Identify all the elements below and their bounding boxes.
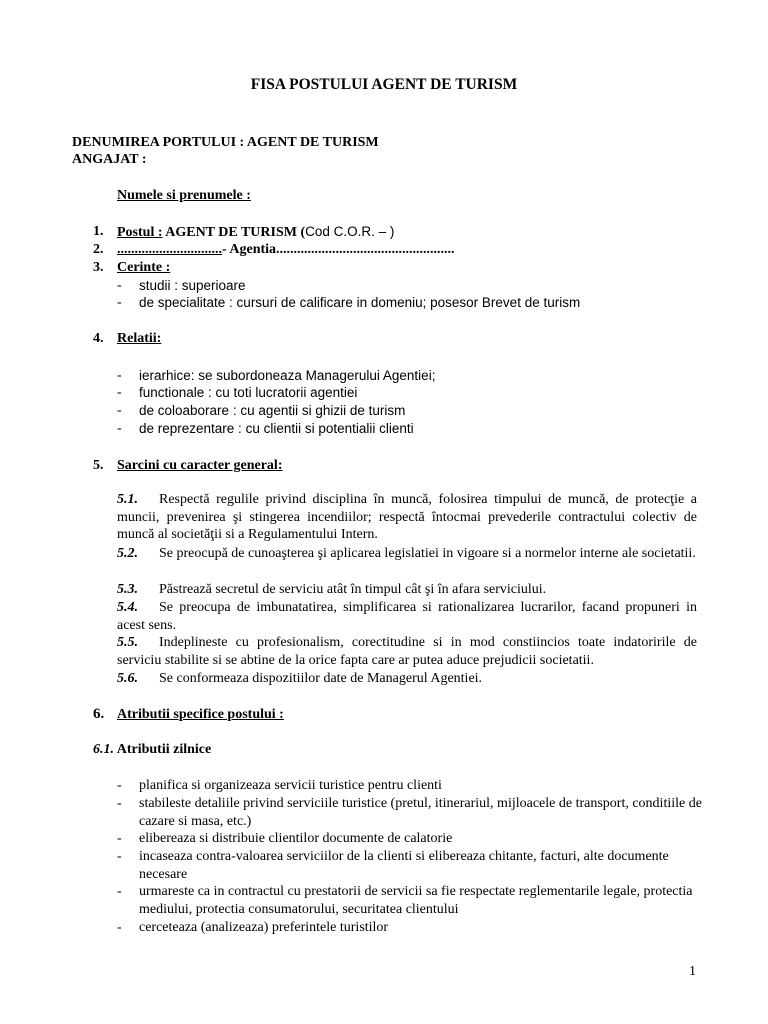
task-number: 5.5. — [117, 635, 138, 650]
list-item: stabileste detaliile privind serviciile turistice (pretul, itinerariul, mijloacele de transport, conditiile de cazare si masa, etc.) — [139, 796, 702, 829]
task-paragraph — [117, 491, 697, 544]
list-item: studii : superioare — [139, 278, 246, 293]
task-paragraph — [117, 599, 697, 634]
list-item: urmareste ca in contractul cu prestatorii de servicii sa fie respectate reglementarile legale, protectia mediului, protectia consumatorului, securitatea clientului — [139, 884, 693, 917]
item-number: 3. — [93, 260, 104, 275]
task-paragraph — [117, 545, 697, 563]
list-bullet: - — [117, 831, 122, 846]
item-number: 5. — [93, 458, 104, 473]
list-bullet: - — [117, 796, 122, 811]
agency-line — [117, 241, 455, 259]
list-bullet: - — [117, 368, 122, 383]
requirements-heading: Cerinte : — [117, 260, 171, 275]
relations-heading: Relatii: — [117, 331, 162, 346]
list-item: ierarhice: se subordoneaza Managerului Agentiei; — [139, 368, 436, 383]
task-number: 5.1. — [117, 492, 138, 507]
list-bullet: - — [117, 403, 122, 418]
task-number: 5.4. — [117, 600, 138, 615]
list-item: de specialitate : cursuri de calificare in domeniu; posesor Brevet de turism — [139, 295, 581, 310]
list-item: incaseaza contra-valoarea serviciilor de la clienti si elibereaza chitante, facturi, alte documente necesare — [139, 849, 669, 882]
list-bullet: - — [117, 920, 122, 935]
item-number: 4. — [93, 331, 104, 346]
task-number: 5.3. — [117, 582, 138, 597]
list-item: planifica si organizeaza servicii turistice pentru clienti — [139, 778, 442, 793]
task-paragraph — [117, 581, 697, 599]
page-title: FISA POSTULUI AGENT DE TURISM — [250, 76, 518, 93]
agency-field: - Agentia................................................... — [222, 242, 455, 257]
list-bullet: - — [117, 849, 122, 864]
task-text: Respectă regulile privind disciplina în muncă, folosirea timpului de muncă, de protecţie a muncii, prevenirea şi stingerea incendiilor; respectă întocmai prevederile contractului colectiv de muncă al societăţii si a Regulamentului Intern. — [117, 492, 697, 542]
task-paragraph — [117, 634, 697, 669]
task-text: Indeplineste cu profesionalism, corectitudine si in mod constiincios toate indatoririle de serviciu stabilite si se abtine de la orice fapta care ar putea aduce prejudicii societatii. — [117, 635, 697, 668]
section-number: 6. — [93, 706, 105, 722]
position-line — [117, 223, 394, 242]
list-item: de coloaborare : cu agentii si ghizii de turism — [139, 403, 406, 418]
position-value: AGENT DE TURISM ( — [162, 225, 306, 240]
list-bullet: - — [117, 778, 122, 793]
page-number: 1 — [689, 964, 696, 979]
name-field-label: Numele si prenumele : — [117, 188, 251, 203]
cor-code: Cod C.O.R. – ) — [305, 224, 395, 239]
task-number: 5.2. — [117, 546, 138, 561]
list-item: elibereaza si distribuie clientilor documente de calatorie — [139, 831, 453, 846]
item-number: 2. — [93, 242, 104, 257]
position-label: Postul : — [117, 225, 163, 240]
task-text: Se conformeaza dispozitiilor date de Managerul Agentiei. — [159, 671, 483, 686]
dots-field: .............................. — [117, 242, 222, 257]
job-name-line: DENUMIREA PORTULUI : AGENT DE TURISM — [72, 135, 379, 150]
list-bullet: - — [117, 295, 122, 310]
subsection-title: Atributii zilnice — [114, 742, 212, 757]
list-bullet: - — [117, 385, 122, 400]
list-bullet: - — [117, 421, 122, 436]
task-text: Se preocupa de imbunatatirea, simplificarea si rationalizarea lucrarilor, facand propuneri in acest sens. — [117, 600, 697, 633]
task-paragraph — [117, 670, 697, 688]
list-item: functionale : cu toti lucratorii agentiei — [139, 385, 358, 400]
list-bullet: - — [117, 884, 122, 899]
employee-label: ANGAJAT : — [72, 152, 147, 167]
task-number: 5.6. — [117, 671, 138, 686]
list-item: de reprezentare : cu clientii si potentialii clienti — [139, 421, 414, 436]
list-bullet: - — [117, 278, 122, 293]
task-text: Păstrează secretul de serviciu atât în timpul cât şi în afara serviciului. — [159, 582, 547, 597]
item-number: 1. — [93, 224, 104, 239]
general-tasks-heading: Sarcini cu caracter general: — [117, 458, 283, 473]
task-text: Se preocupă de cunoaşterea şi aplicarea legislatiei in vigoare si a normelor interne ale societatii. — [159, 546, 696, 561]
specific-duties-heading: Atributii specifice postului : — [117, 707, 284, 722]
list-item: cerceteaza (analizeaza) preferintele turistilor — [139, 920, 389, 935]
subsection-number: 6.1. — [93, 742, 114, 757]
daily-duties-heading — [93, 741, 211, 759]
